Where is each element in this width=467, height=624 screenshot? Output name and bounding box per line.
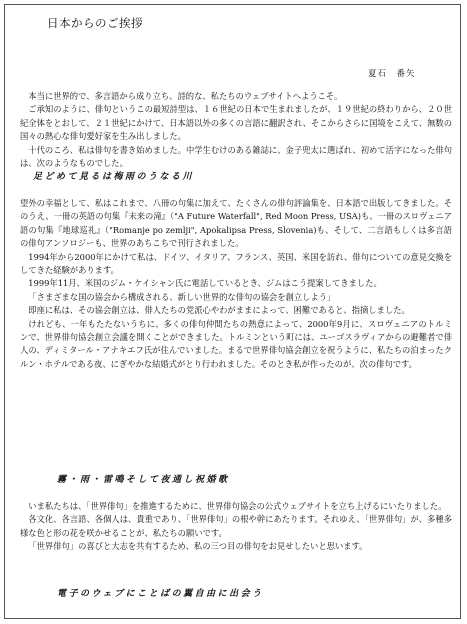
paragraph: 1999年11月、米国のジム・ケイシャン氏に電話しているとき、ジムはこう提案してきました。 [28,278,382,289]
paragraph: 「さまざまな国の協会から構成される、新しい世界的な俳句の協会を創立しよう」 [28,291,336,302]
author-name: 夏石 番矢 [368,69,416,79]
website-section [20,500,452,554]
paragraph: 1994年から2000年にかけて私は、ドイツ、イタリア、フランス、英国、米国を訪れ、俳句についての意見交換をしてきた経験があります。 [20,251,452,276]
paragraph: 各文化、各言語、各個人は、貴重であり、「世界俳句」の根や幹にあたります。それゆえ、「世界俳句」が、多種多様な色と形の花を咲かせることが、私たちの願いです。 [20,514,452,538]
paragraph: 十代のころ、私は俳句を書き始めました。中学生むけのある雑誌に、金子兜太に選ばれ、初めて活字になった俳句は、次のようなものでした。 [20,144,452,169]
haiku-2: 霧・雨・雷鳴そして夜通し祝婚歌 [57,475,230,485]
intro-section [20,90,452,170]
paragraph: けれども、一年もたたないうちに、多くの俳句仲間たちの熱意によって、2000年9月に、スロヴェニアのトルミンで、世界俳句協会創立会議を開くことができました。トルミンという町には、ユーゴスラヴィアからの避難者で俳人の、ディミタール・アナキエフ氏が住んでいました。まるで世界俳句協会創立を祝うように、私たちの泊まったクルン・ホテルである夜、にぎやかな結婚式がとり行われました。そのとき私が作ったのが、次の俳句です。 [20,318,452,369]
haiku-3: 電子のウェブにことばの翼自由に出会う [57,589,264,599]
history-section [20,197,452,371]
paragraph: 本当に世界的で、多言語から成り立ち、詩的な、私たちのウェブサイトへようこそ。 [28,91,343,101]
haiku-1: 足どめて見るは梅雨のうなる川 [33,172,195,182]
page-title: 日本からのご挨拶 [47,16,143,30]
paragraph: 「世界俳句」の喜びと大志を共有するため、私の三つ目の俳句をお見せしたいと思います。 [28,541,368,552]
page-frame [4,4,461,619]
paragraph: 即座に私は、その協会創立は、俳人たちの党派心やわがままによって、困難であると、指摘しました。 [28,305,410,316]
paragraph: ご承知のように、俳句というこの最短詩型は、１６世紀の日本で生まれましたが、１９世紀の終わりから、２０世紀全体をとおして、２１世紀にかけて、日本語以外の多くの言語に翻訳され、そこからさらに国境をこえて、無数の国々の熱心な俳句愛好家を生み出しました。 [20,104,452,142]
paragraph: 望外の幸福として、私はこれまで、八冊の句集に加えて、たくさんの俳句評論集を、日本語で出版してきました。そのうえ、一冊の英語の句集『未来の滝』（"A Future Waterfall", Red Moon Press, USA)も、一冊のスロヴェニア語の句集『地球巡礼』（"Romanje po zemlji", Apokalipsa Press, Slovenia)も、そして、二言語もしくは多言語の俳句アンソロジーも、世界のあちこちで刊行されました。 [20,198,452,249]
paragraph: いま私たちは、「世界俳句」を推進するために、世界俳句協会の公式ウェブサイトを立ち上げるにいたりました。 [28,501,447,511]
